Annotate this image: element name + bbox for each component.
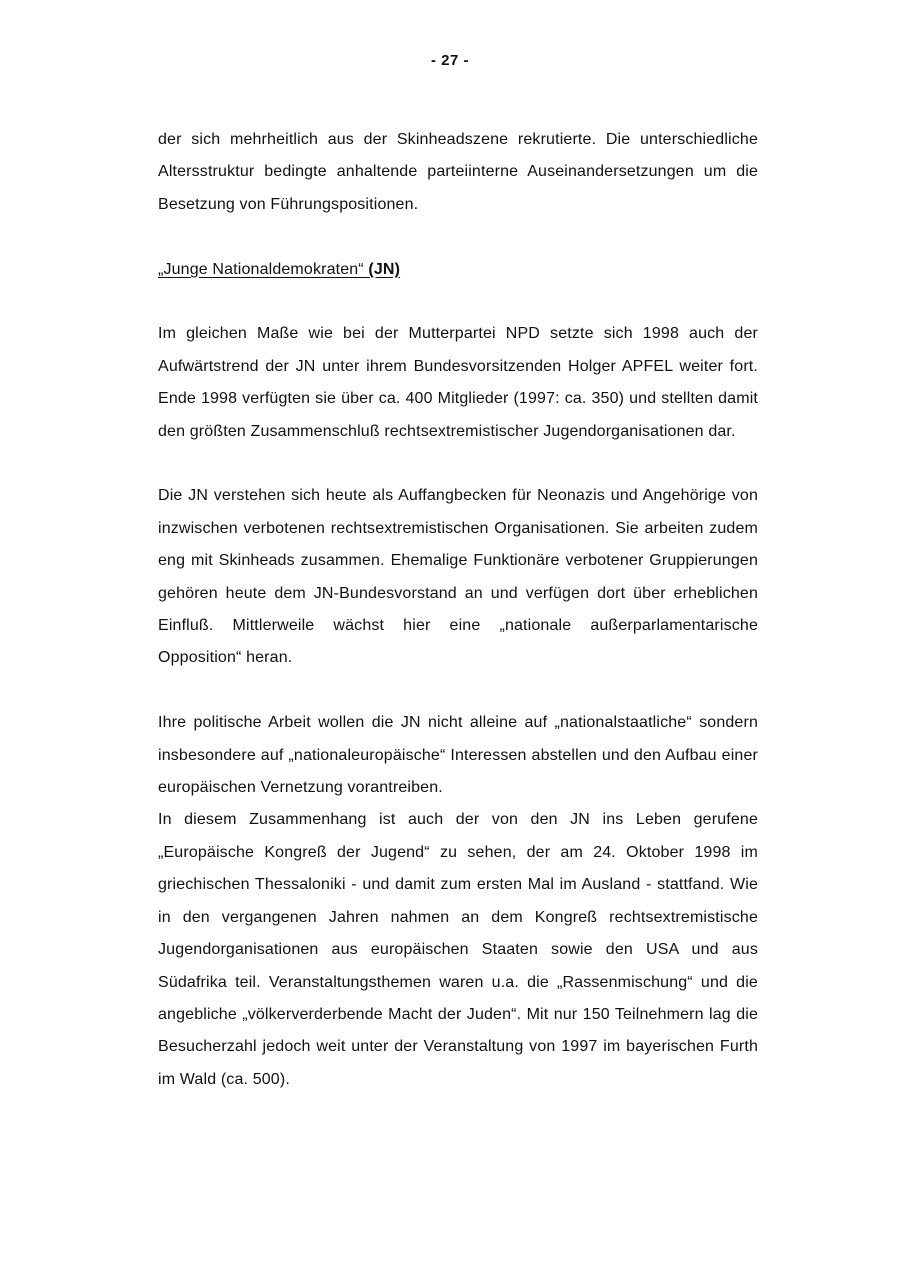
paragraph-spacer (158, 286, 758, 318)
paragraph-party-age-structure: der sich mehrheitlich aus der Skinheadszene rekrutierte. Die unterschiedliche Altersstruktur bedingte anhaltende parteiinterne Auseinandersetzungen um die Besetzung von Führungspositionen. (158, 131, 758, 213)
paragraph-spacer (158, 221, 758, 253)
paragraph-spacer (158, 448, 758, 480)
paragraph-neonazi-collection: Die JN verstehen sich heute als Auffangbecken für Neonazis und Angehörige von inzwischen verbotenen rechtsextremistischen Organisationen. Sie arbeiten zudem eng mit Skinheads zusammen. Ehemalige Funktionäre verbotener Gruppierungen gehören heute dem JN-Bundesvorstand an und verfügen dort über erheblichen Einfluß. Mittlerweile wächst hier eine „nationale außerparlamentarische Opposition“ heran. (158, 487, 758, 667)
section-heading (158, 254, 758, 286)
paragraph-spacer (158, 675, 758, 707)
paragraph-membership-trend: Im gleichen Maße wie bei der Mutterpartei NPD setzte sich 1998 auch der Aufwärtstrend der JN unter ihrem Bundesvorsitzenden Holger APFEL weiter fort. Ende 1998 verfügten sie über ca. 400 Mitglieder (1997: ca. 350) und stellten damit den größten Zusammenschluß rechtsextremistischer Jugendorganisationen dar. (158, 325, 758, 440)
section-heading-abbr: (JN) (368, 260, 401, 278)
paragraph-youth-congress: In diesem Zusammenhang ist auch der von den JN ins Leben gerufene „Europäische Kongreß der Jugend“ zu sehen, der am 24. Oktober 1998 im griechischen Thessaloniki - und damit zum ersten Mal im Ausland - stattfand. Wie in den vergangenen Jahren nahmen an dem Kongreß rechtsextremistische Jugendorganisationen aus europäischen Staaten sowie den USA und aus Südafrika teil. Veranstaltungsthemen waren u.a. die „Rassenmischung“ und die angebliche „völkerverderbende Macht der Juden“. Mit nur 150 Teilnehmern lag die Besucherzahl jedoch weit unter der Veranstaltung von 1997 im bayerischen Furth im Wald (ca. 500). (158, 811, 758, 1088)
document-body (158, 124, 758, 1096)
paragraph-political-work: Ihre politische Arbeit wollen die JN nicht alleine auf „nationalstaatliche“ sondern insbesondere auf „nationaleuropäische“ Interessen abstellen und den Aufbau einer europäischen Vernetzung vorantreiben. (158, 714, 758, 797)
page-number: - 27 - (430, 52, 469, 69)
section-heading-title: „Junge Nationaldemokraten“ (158, 260, 369, 278)
